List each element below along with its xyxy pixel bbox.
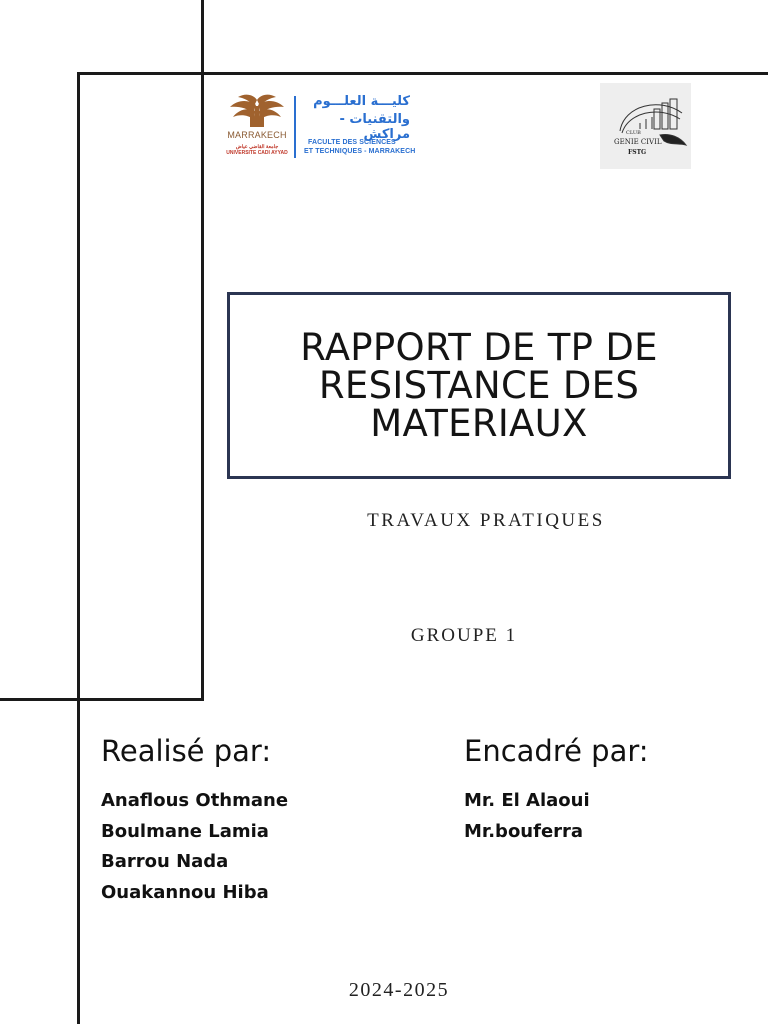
author-name: Boulmane Lamia [101,820,269,842]
authors-section [101,732,288,908]
author-name: Ouakannou Hiba [101,881,269,903]
club-label-line-2: GENIE CIVIL [614,138,662,146]
faculty-arabic-line-2: والتقنيات - مراكش [339,112,410,142]
faculty-french-line-1: FACULTE DES SCIENCES [308,139,396,146]
faculty-french-line-2: ET TECHNIQUES - MARRAKECH [304,148,416,155]
report-subtitle: TRAVAUX PRATIQUES [367,510,605,531]
supervisor-name: Mr. El Alaoui [464,790,590,811]
supervisor-name: Mr.bouferra [464,820,584,842]
decorative-vertical-line-1 [201,0,204,701]
group-label: GROUPE 1 [410,625,518,646]
supervisors-section [464,732,649,847]
decorative-horizontal-line-1 [77,72,768,75]
club-label-line-3: FSTG [628,149,647,156]
author-name: Barrou Nada [101,851,229,872]
decorative-horizontal-line-2 [0,698,204,701]
report-title [300,325,658,445]
faculty-arabic-line-1: كليـــة العلـــوم [313,94,410,109]
university-name: جامعة القاضي عياض UNIVERSITE CADI AYYAD [226,144,288,156]
club-skyline-icon [600,83,691,169]
club-label-line-1: CLUB [626,130,641,136]
title-box [227,292,731,479]
fst-wordmark: MARRAKECH [227,130,287,140]
supervisors-heading: Encadré par: [464,734,649,768]
club-genie-civil-logo [600,83,691,169]
academic-year: 2024-2025 [348,979,450,1001]
decorative-vertical-line-2 [77,72,80,1024]
author-name: Anaflous Othmane [101,790,289,811]
report-title-line-3: MATERIAUX [370,401,588,445]
report-title-line-1: RAPPORT DE TP DE [300,325,658,369]
report-title-line-2: RESISTANCE DES [318,363,640,407]
fst-marrakech-logo [226,92,422,162]
authors-heading: Realisé par: [101,734,272,768]
